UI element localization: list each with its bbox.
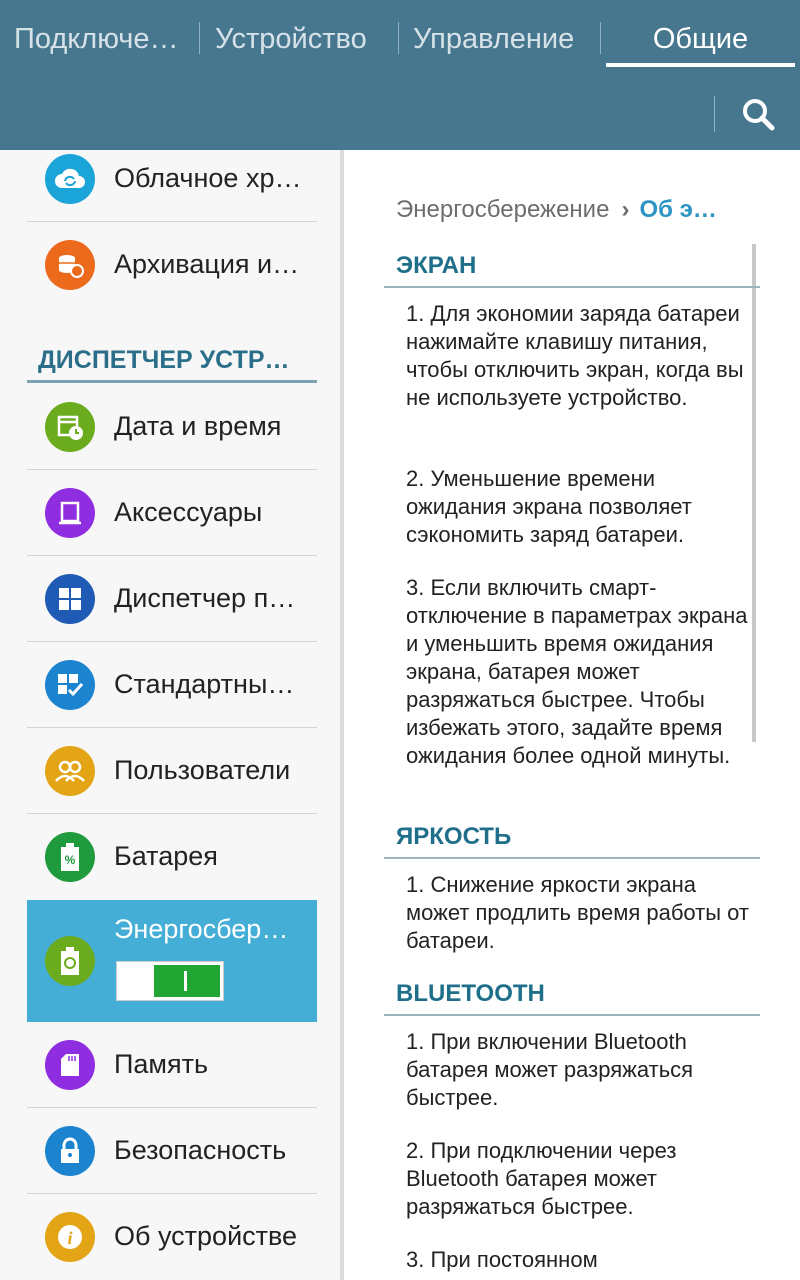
sd-card-icon xyxy=(45,1040,95,1090)
list-item-label: Облачное хр… xyxy=(114,163,302,193)
svg-text:i: i xyxy=(67,1228,73,1248)
list-item-default-apps[interactable] xyxy=(27,642,317,728)
accessory-icon xyxy=(45,488,95,538)
list-item-label: Батарея xyxy=(114,841,218,871)
list-item-label: Архивация и… xyxy=(114,249,300,279)
list-item-label: Дата и время xyxy=(114,411,282,441)
list-item-backup[interactable] xyxy=(27,222,317,308)
tab-separator xyxy=(600,22,601,54)
settings-list[interactable] xyxy=(0,150,340,1280)
list-item-label: Об устройстве xyxy=(114,1221,298,1251)
tip-paragraph: 1. При включении Bluetooth батарея может разряжаться быстрее. xyxy=(406,1029,694,1110)
section-title-bluetooth: BLUETOOTH xyxy=(396,980,545,1007)
search-icon xyxy=(732,90,784,138)
tab-separator xyxy=(199,22,200,54)
list-item-power-saving[interactable] xyxy=(27,900,317,1022)
tip-paragraph: 1. Для экономии заряда батареи нажимайте клавишу питания, чтобы отключить экран, когда вы не используете устройство. xyxy=(406,301,744,410)
list-item-users[interactable] xyxy=(27,728,317,814)
list-item-app-manager[interactable] xyxy=(27,556,317,642)
toggle-on-thumb xyxy=(154,965,220,997)
tip-paragraph: 3. При постоянном xyxy=(406,1247,598,1272)
list-item-about-device[interactable] xyxy=(27,1194,317,1280)
chevron-right-icon: › xyxy=(621,196,630,223)
list-item-date-time[interactable] xyxy=(27,384,317,470)
breadcrumb-parent[interactable]: Энергосбережение xyxy=(396,196,610,223)
scrollbar[interactable] xyxy=(752,244,756,742)
cloud-sync-icon xyxy=(45,154,95,204)
info-icon xyxy=(45,1212,95,1262)
toggle-on-mark xyxy=(184,971,187,991)
tip-paragraph: 3. Если включить смарт-отключение в параметрах экрана и уменьшить время ожидания экрана, батарея может разряжаться быстрее. Чтобы избежать этого, задайте время ожидания более одной минуты. xyxy=(406,575,748,768)
list-item-label: Диспетчер п… xyxy=(114,583,296,613)
battery-icon xyxy=(45,832,95,882)
top-action-bar xyxy=(0,0,800,150)
backup-icon xyxy=(45,240,95,290)
list-item-label: Стандартны… xyxy=(114,669,295,699)
tab-device[interactable]: Устройство xyxy=(215,23,367,55)
section-divider xyxy=(384,1014,760,1016)
list-item-accessories[interactable] xyxy=(27,470,317,556)
power-saving-icon xyxy=(45,936,95,986)
tip-paragraph: 1. Снижение яркости экрана может продлить время работы от батареи. xyxy=(406,872,749,953)
calendar-clock-icon xyxy=(45,402,95,452)
tab-general[interactable]: Общие xyxy=(652,23,749,55)
list-item-security[interactable] xyxy=(27,1108,317,1194)
detail-pane[interactable] xyxy=(344,150,800,1280)
tab-controls[interactable]: Управление xyxy=(413,23,575,55)
list-item-storage[interactable] xyxy=(27,1022,317,1108)
default-apps-icon xyxy=(45,660,95,710)
list-item-label: Безопасность xyxy=(114,1135,287,1165)
users-icon xyxy=(45,746,95,796)
list-item-label: Память xyxy=(114,1049,209,1079)
tip-paragraph: 2. Уменьшение времени ожидания экрана позволяет сэкономить заряд батареи. xyxy=(406,466,692,547)
list-item-cloud[interactable] xyxy=(27,150,317,222)
svg-text:%: % xyxy=(64,853,76,867)
lock-icon xyxy=(45,1126,95,1176)
power-saving-toggle[interactable] xyxy=(116,961,224,1001)
section-header-device-manager: ДИСПЕТЧЕР УСТР… xyxy=(38,346,290,374)
tip-paragraph: 2. При подключении через Bluetooth батарея может разряжаться быстрее. xyxy=(406,1138,677,1219)
section-title-screen: ЭКРАН xyxy=(396,252,477,279)
list-item-label: Пользователи xyxy=(114,755,291,785)
breadcrumb xyxy=(396,196,717,224)
section-divider xyxy=(384,286,760,288)
breadcrumb-current: Об э… xyxy=(639,196,717,223)
section-title-brightness: ЯРКОСТЬ xyxy=(396,823,512,850)
list-item-label: Аксессуары xyxy=(114,497,263,527)
tab-separator xyxy=(398,22,399,54)
search-button[interactable] xyxy=(732,90,784,138)
section-divider xyxy=(27,380,317,383)
active-tab-indicator xyxy=(606,63,795,67)
section-divider xyxy=(384,857,760,859)
list-item-label: Энергосбер… xyxy=(114,914,289,944)
list-item-battery[interactable] xyxy=(27,814,317,900)
tab-connections[interactable]: Подключе… xyxy=(14,23,179,55)
apps-grid-icon xyxy=(45,574,95,624)
action-separator xyxy=(714,96,715,132)
